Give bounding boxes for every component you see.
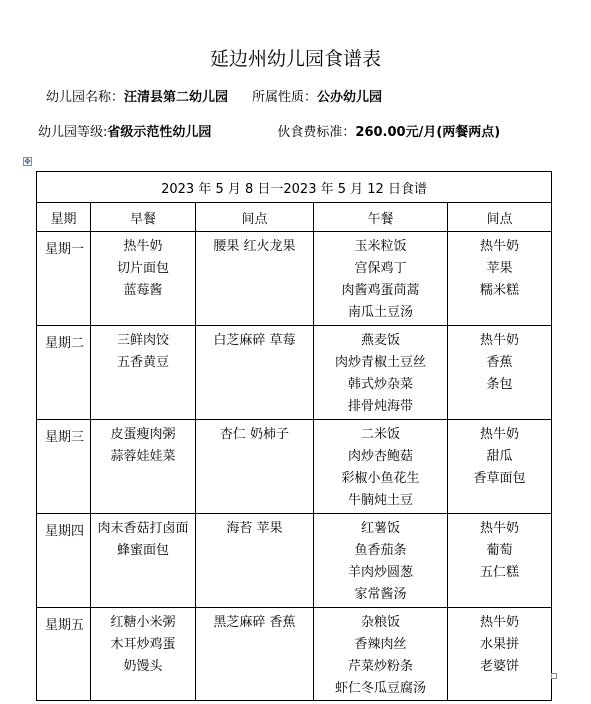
breakfast-cell bbox=[91, 326, 196, 420]
day-cell: 星期二 bbox=[37, 326, 91, 420]
date-range: 2023 年 5 月 8 日一2023 年 5 月 12 日食谱 bbox=[37, 172, 552, 203]
afternoon-snack-cell bbox=[448, 420, 552, 514]
column-header: 间点 bbox=[448, 203, 552, 232]
menu-item: 切片面包 bbox=[116, 261, 169, 276]
menu-item: 肉末香菇打卤面 bbox=[97, 521, 189, 536]
menu-item: 水果拼 bbox=[480, 637, 520, 652]
menu-item: 宫保鸡丁 bbox=[354, 261, 407, 276]
menu-item: 老婆饼 bbox=[480, 659, 520, 674]
menu-item: 五香黄豆 bbox=[116, 355, 169, 370]
menu-item: 香蕉 bbox=[486, 355, 513, 370]
table-move-handle-icon[interactable]: ✥ bbox=[24, 157, 31, 166]
page-title: 延边州幼儿园食谱表 bbox=[209, 48, 381, 70]
grade-label: 幼儿园等级: bbox=[38, 125, 108, 140]
breakfast-cell bbox=[91, 420, 196, 514]
day-cell: 星期三 bbox=[37, 420, 91, 514]
menu-item: 苹果 bbox=[486, 261, 513, 276]
menu-item: 韩式炒杂菜 bbox=[347, 377, 413, 392]
menu-item: 红薯饭 bbox=[360, 521, 400, 536]
afternoon-snack-cell bbox=[448, 232, 552, 326]
menu-item: 蓝莓酱 bbox=[123, 283, 163, 298]
menu-item: 肉酱鸡蛋茼蒿 bbox=[341, 283, 420, 298]
nature-label: 所属性质： bbox=[252, 90, 318, 105]
lunch-cell bbox=[314, 326, 448, 420]
menu-item: 肉炒杏鲍菇 bbox=[347, 449, 413, 464]
lunch-cell bbox=[314, 608, 448, 701]
menu-item: 热牛奶 bbox=[480, 427, 520, 442]
menu-item: 木耳炒鸡蛋 bbox=[110, 637, 176, 652]
morning-snack-cell bbox=[196, 232, 314, 326]
menu-item: 蜂蜜面包 bbox=[116, 543, 169, 558]
day-cell: 星期四 bbox=[37, 514, 91, 608]
name-label: 幼儿园名称： bbox=[46, 90, 125, 105]
grade-value: 省级示范性幼儿园 bbox=[107, 125, 212, 140]
menu-item: 羊肉炒圆葱 bbox=[347, 565, 413, 580]
menu-item: 热牛奶 bbox=[123, 239, 163, 254]
morning-snack-cell bbox=[196, 326, 314, 420]
menu-item: 牛腩炖土豆 bbox=[347, 493, 413, 508]
menu-item: 杂粮饭 bbox=[360, 615, 400, 630]
date-range-row bbox=[37, 172, 552, 203]
lunch-cell bbox=[314, 420, 448, 514]
breakfast-cell bbox=[91, 514, 196, 608]
menu-item: 腰果 红火龙果 bbox=[213, 239, 296, 254]
table-row bbox=[37, 232, 552, 326]
menu-item: 糯米糕 bbox=[480, 283, 520, 298]
table-row bbox=[37, 608, 552, 701]
morning-snack-cell bbox=[196, 608, 314, 701]
afternoon-snack-cell bbox=[448, 608, 552, 701]
fee-value: 260.00元/月(两餐两点) bbox=[355, 125, 501, 140]
column-header: 星期 bbox=[37, 203, 91, 232]
menu-item: 红糖小米粥 bbox=[110, 615, 176, 630]
column-header: 早餐 bbox=[91, 203, 196, 232]
menu-item: 条包 bbox=[486, 377, 513, 392]
table-row bbox=[37, 420, 552, 514]
menu-item: 燕麦饭 bbox=[360, 333, 400, 348]
menu-item: 白芝麻碎 草莓 bbox=[213, 333, 296, 348]
menu-item: 皮蛋瘦肉粥 bbox=[110, 427, 176, 442]
table-row bbox=[37, 326, 552, 420]
menu-item: 香草面包 bbox=[473, 471, 526, 486]
fee-label: 伙食费标准： bbox=[277, 125, 356, 140]
menu-item: 热牛奶 bbox=[480, 333, 520, 348]
column-header: 午餐 bbox=[314, 203, 448, 232]
breakfast-cell bbox=[91, 608, 196, 701]
menu-item: 甜瓜 bbox=[486, 449, 513, 464]
breakfast-cell bbox=[91, 232, 196, 326]
menu-item: 排骨炖海带 bbox=[347, 399, 413, 414]
menu-item: 虾仁冬瓜豆腐汤 bbox=[334, 681, 426, 696]
menu-item: 海苔 苹果 bbox=[226, 521, 283, 536]
menu-item: 五仁糕 bbox=[480, 565, 520, 580]
menu-item: 芹菜炒粉条 bbox=[347, 659, 413, 674]
nature-value: 公办幼儿园 bbox=[317, 90, 383, 105]
afternoon-snack-cell bbox=[448, 326, 552, 420]
info-line-1 bbox=[46, 86, 382, 105]
menu-item: 玉米粒饭 bbox=[354, 239, 407, 254]
menu-item: 奶馒头 bbox=[123, 659, 163, 674]
menu-item: 三鲜肉饺 bbox=[116, 333, 169, 348]
morning-snack-cell bbox=[196, 420, 314, 514]
afternoon-snack-cell bbox=[448, 514, 552, 608]
menu-item: 热牛奶 bbox=[480, 521, 520, 536]
column-header: 间点 bbox=[196, 203, 314, 232]
menu-item: 热牛奶 bbox=[480, 615, 520, 630]
menu-item: 鱼香茄条 bbox=[354, 543, 407, 558]
menu-item: 蒜蓉娃娃菜 bbox=[110, 449, 176, 464]
morning-snack-cell bbox=[196, 514, 314, 608]
name-value: 汪清县第二幼儿园 bbox=[124, 90, 229, 105]
column-header-row bbox=[37, 203, 552, 232]
menu-item: 杏仁 奶柿子 bbox=[219, 427, 290, 442]
day-cell: 星期五 bbox=[37, 608, 91, 701]
menu-item: 热牛奶 bbox=[480, 239, 520, 254]
menu-item: 葡萄 bbox=[486, 543, 513, 558]
lunch-cell bbox=[314, 232, 448, 326]
table-resize-handle-icon[interactable] bbox=[551, 673, 557, 679]
info-line-2 bbox=[38, 121, 500, 140]
menu-item: 南瓜土豆汤 bbox=[347, 305, 413, 320]
table-row bbox=[37, 514, 552, 608]
day-cell: 星期一 bbox=[37, 232, 91, 326]
menu-item: 二米饭 bbox=[360, 427, 400, 442]
menu-item: 肉炒青椒土豆丝 bbox=[334, 355, 426, 370]
menu-item: 家常酱汤 bbox=[354, 587, 407, 602]
menu-item: 彩椒小鱼花生 bbox=[341, 471, 420, 486]
menu-table bbox=[36, 171, 552, 701]
lunch-cell bbox=[314, 514, 448, 608]
menu-item: 香辣肉丝 bbox=[354, 637, 407, 652]
menu-item: 黑芝麻碎 香蕉 bbox=[213, 615, 296, 630]
